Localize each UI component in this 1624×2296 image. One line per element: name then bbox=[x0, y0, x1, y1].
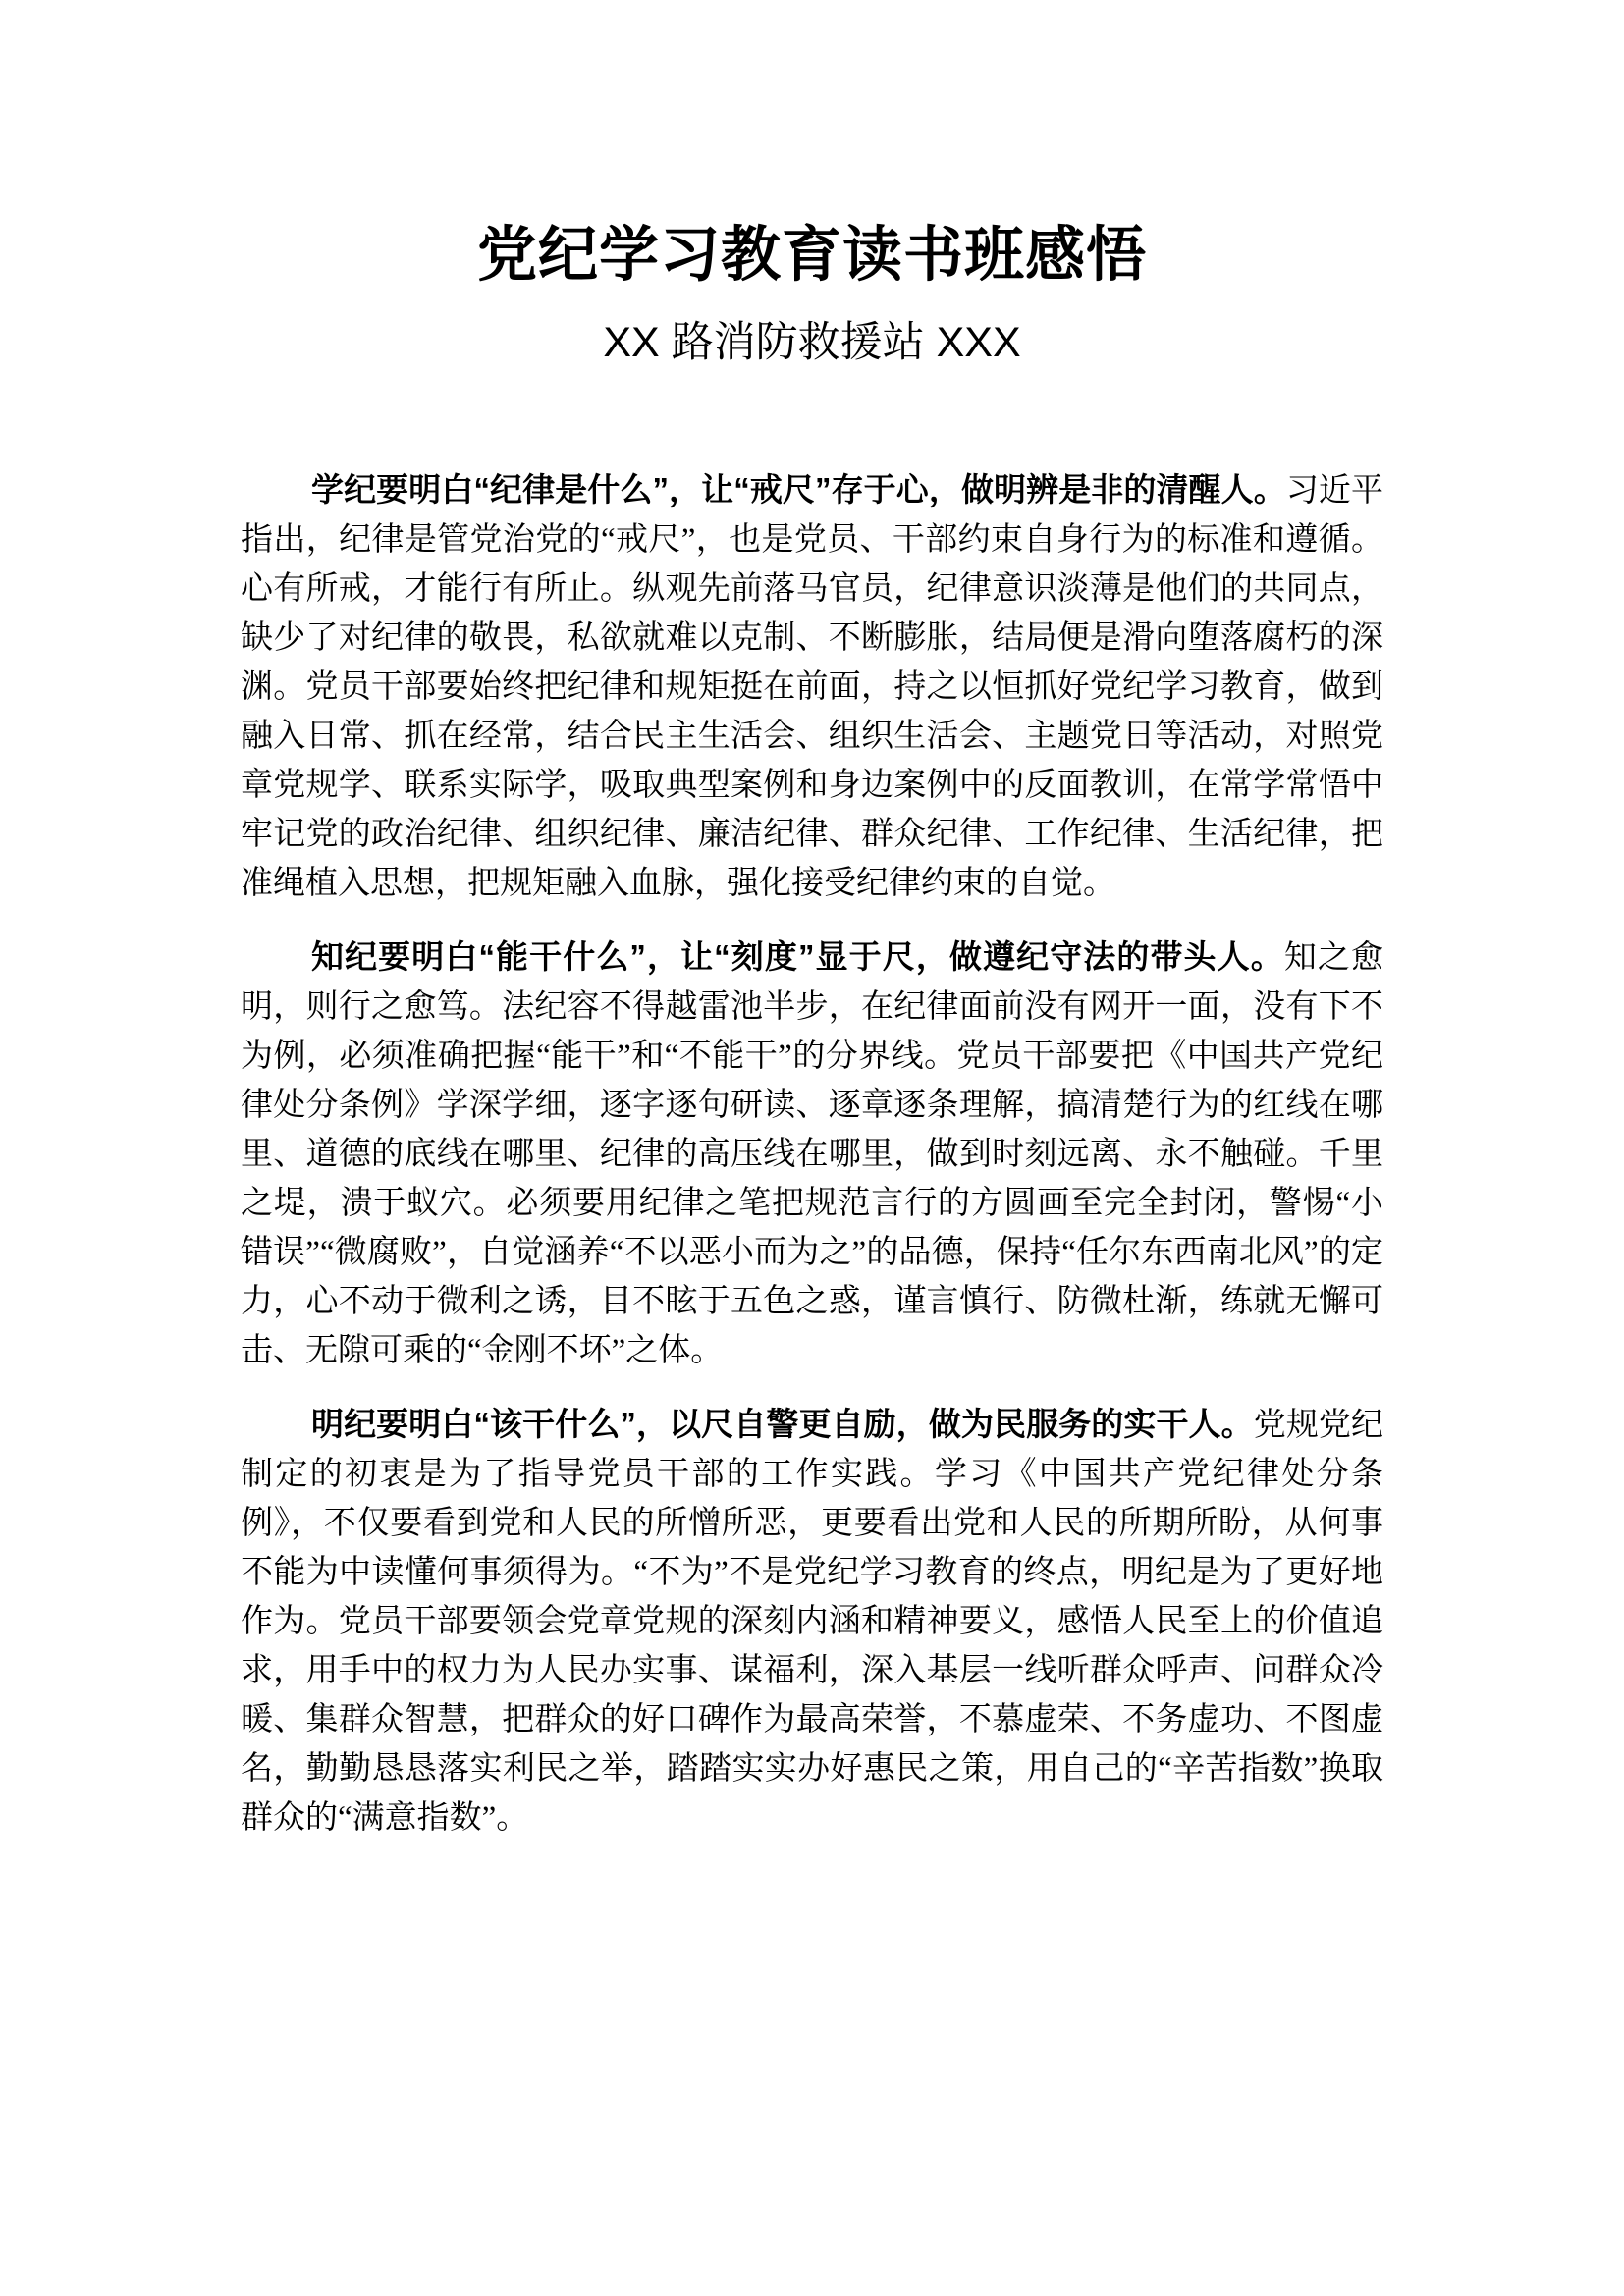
document-subtitle: XX 路消防救援站 XXX bbox=[603, 319, 1021, 366]
paragraph-text: 知之愈明，则行之愈笃。法纪容不得越雷池半步，在纪律面前没有网开一面，没有下不为例，必须准确把握“能干”和“不能干”的分界线。党员干部要把《中国共产党纪律处分条例》学深学细，逐字逐句研读、逐章逐条理解，搞清楚行为的红线在哪里、道德的底线在哪里、纪律的高压线在哪里，做到时刻远离、永不触碰。千里之堤，溃于蚁穴。必须要用纪律之笔把规范言行的方圆画至完全封闭，警惕“小错误”“微腐败”，自觉涵养“不以恶小而为之”的品德，保持“任尔东西南北风”的定力，心不动于微利之诱，目不眩于五色之惑，谨言慎行、防微杜渐，练就无懈可击、无隙可乘的“金刚不坏”之体。 bbox=[241, 940, 1384, 1368]
paragraph-lead: 明纪要明白“该干什么”，以尺自警更自励，做为民服务的实干人。 bbox=[311, 1406, 1254, 1442]
paragraph bbox=[241, 465, 1383, 908]
paragraph-lead: 学纪要明白“纪律是什么”，让“戒尺”存于心，做明辨是非的清醒人。 bbox=[311, 471, 1286, 507]
paragraph-text: 党规党纪制定的初衷是为了指导党员干部的工作实践。学习《中国共产党纪律处分条例》，不仅要看到党和人民的所憎所恶，更要看出党和人民的所期所盼，从何事不能为中读懂何事须得为。“不为”不是党纪学习教育的终点，明纪是为了更好地作为。党员干部要领会党章党规的深刻内涵和精神要义，感悟人民至上的价值追求，用手中的权力为人民办实事、谋福利，深入基层一线听群众呼声、问群众冷暖、集群众智慧，把群众的好口碑作为最高荣誉，不慕虚荣、不务虚功、不图虚名，勤勤恳恳落实利民之举，踏踏实实办好惠民之策，用自己的“辛苦指数”换取群众的“满意指数”。 bbox=[241, 1408, 1384, 1836]
paragraph bbox=[241, 1400, 1383, 1842]
paragraph-text: 习近平指出，纪律是管党治党的“戒尺”，也是党员、干部约束自身行为的标准和遵循。心有所戒，才能行有所止。纵观先前落马官员，纪律意识淡薄是他们的共同点，缺少了对纪律的敬畏，私欲就难以克制、不断膨胀，结局便是滑向堕落腐朽的深渊。党员干部要始终把纪律和规矩挺在前面，持之以恒抓好党纪学习教育，做到融入日常、抓在经常，结合民主生活会、组织生活会、主题党日等活动，对照党章党规学、联系实际学，吸取典型案例和身边案例中的反面教训，在常学常悟中牢记党的政治纪律、组织纪律、廉洁纪律、群众纪律、工作纪律、生活纪律，把准绳植入思想，把规矩融入血脉，强化接受纪律约束的自觉。 bbox=[241, 473, 1384, 901]
paragraph-lead: 知纪要明白“能干什么”，让“刻度”显于尺，做遵纪守法的带头人。 bbox=[311, 938, 1284, 975]
paragraph bbox=[241, 933, 1383, 1375]
document-body bbox=[241, 465, 1383, 1842]
document-content bbox=[241, 0, 1383, 1842]
document-title: 党纪学习教育读书班感悟 bbox=[476, 221, 1147, 288]
